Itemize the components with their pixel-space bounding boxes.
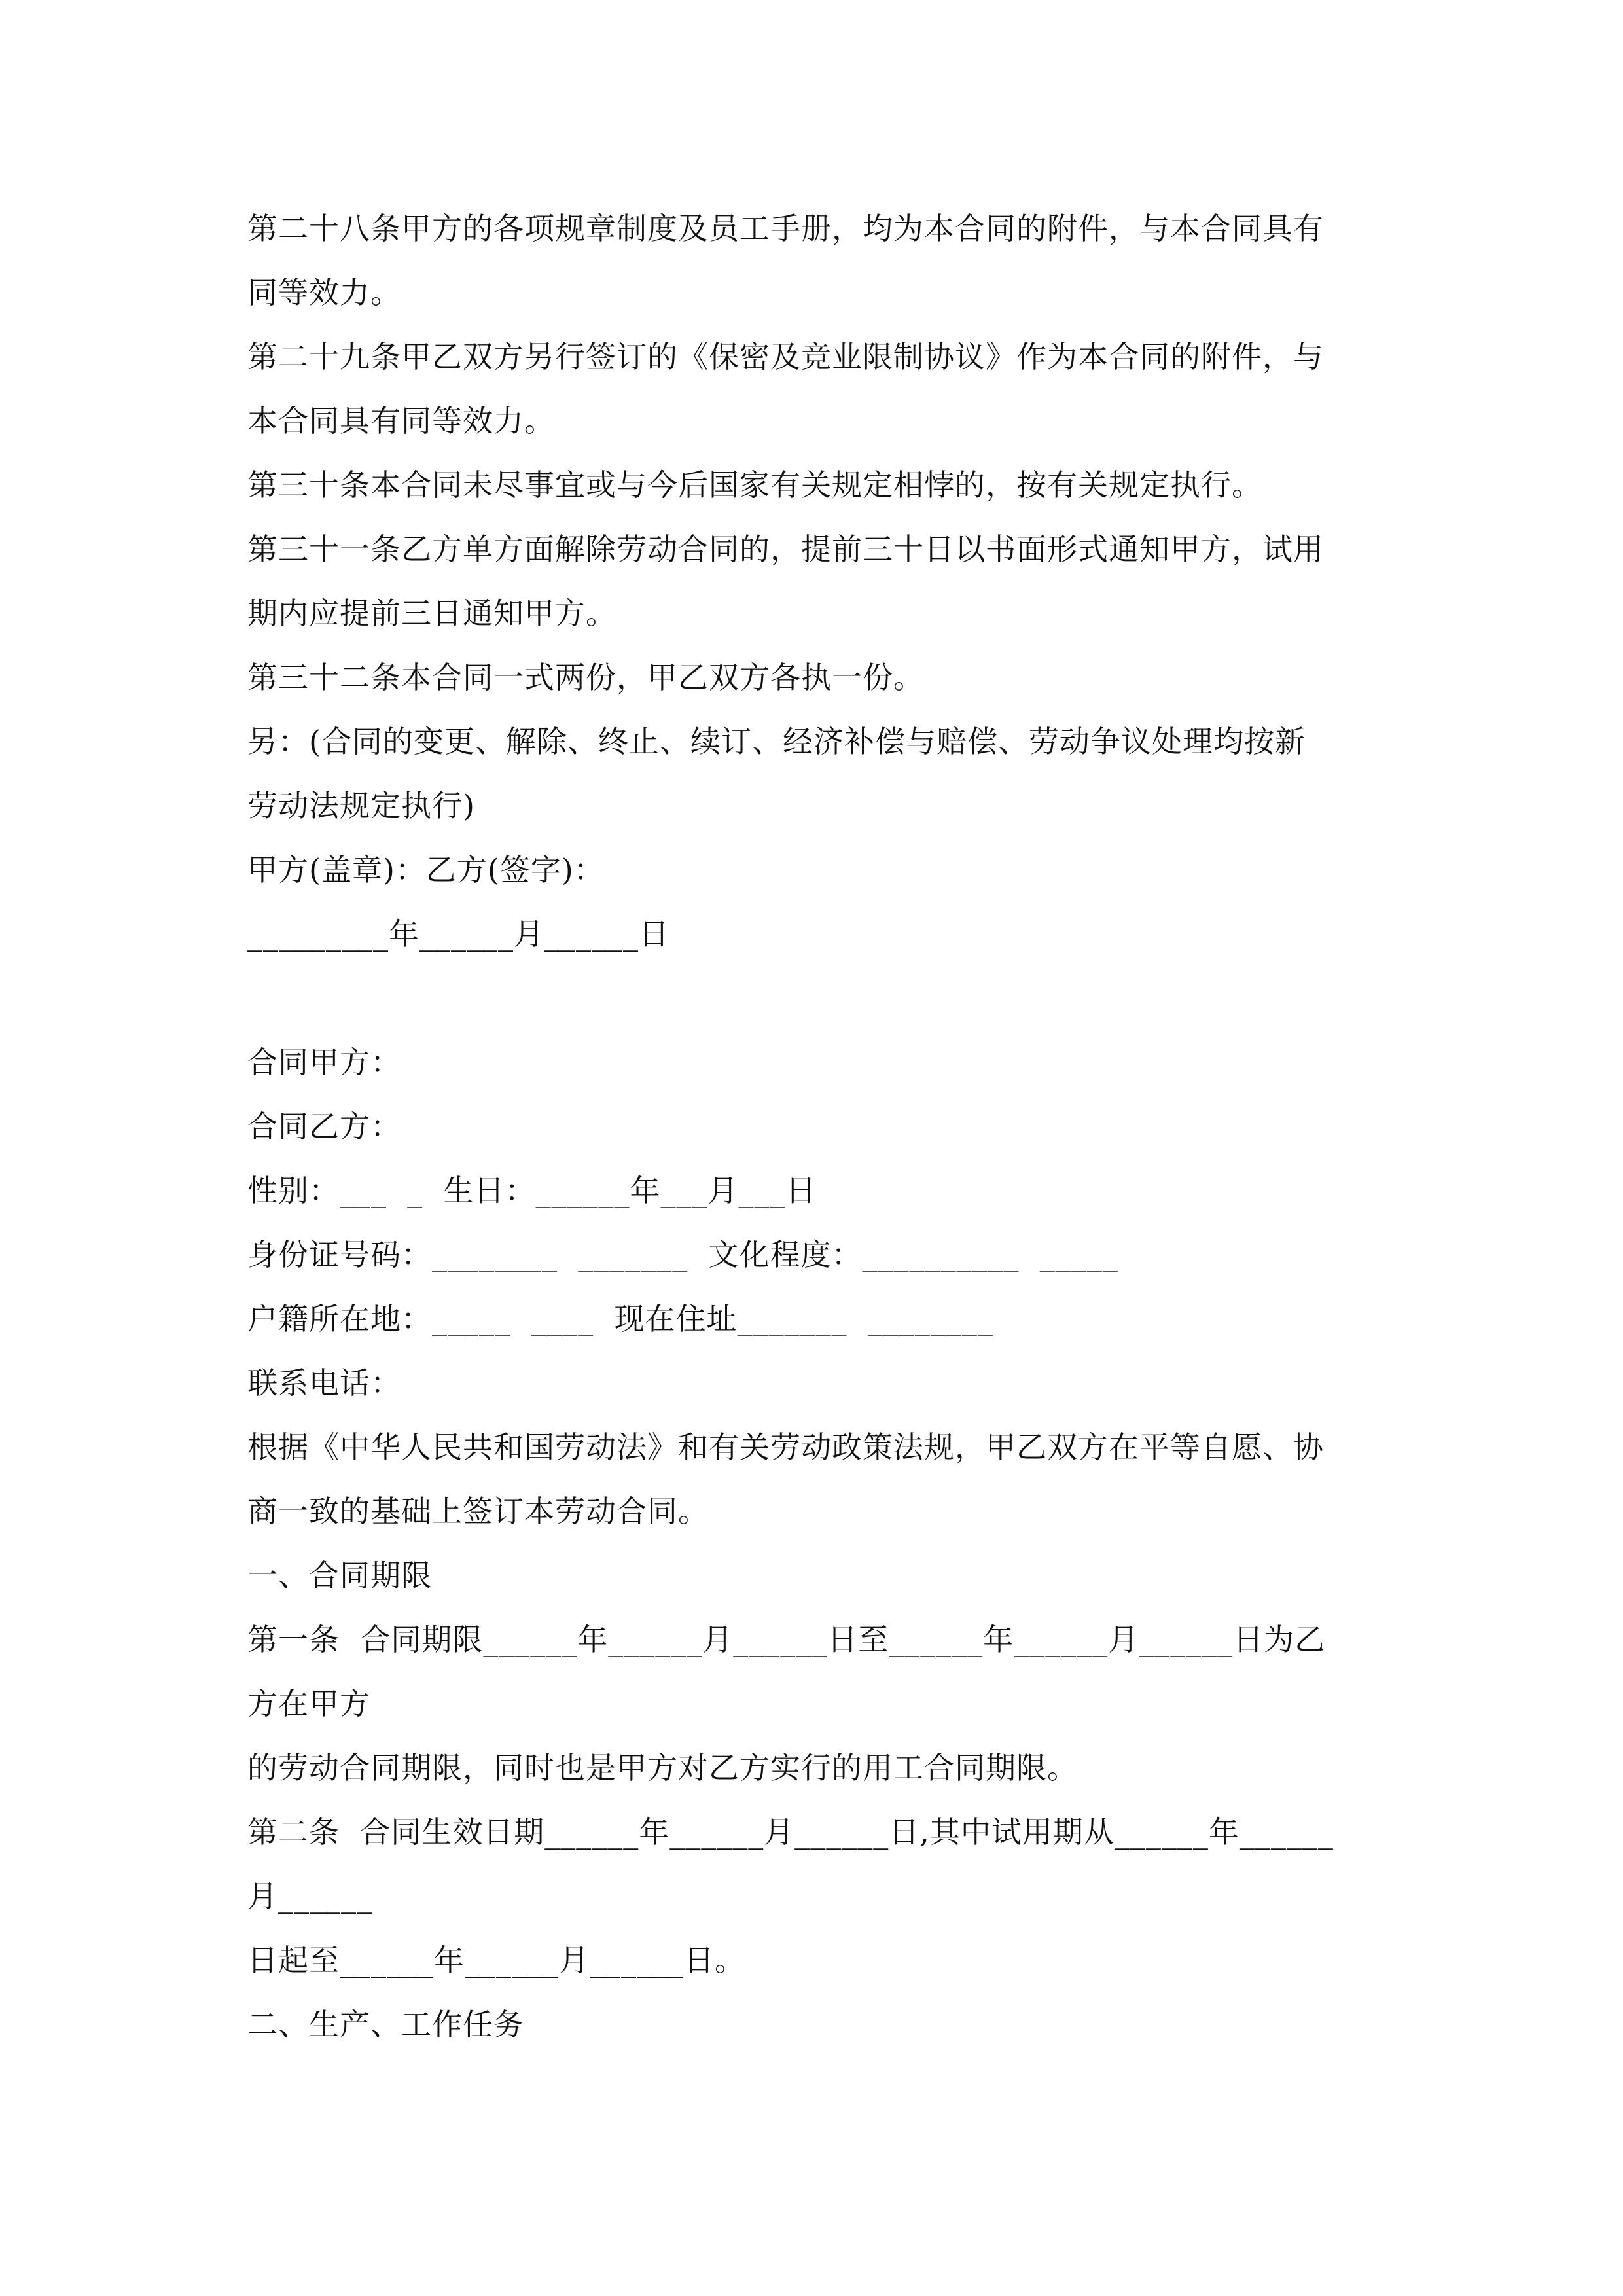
preamble-line-1: 根据《中华人民共和国劳动法》和有关劳动政策法规，甲乙双方在平等自愿、协 bbox=[247, 1429, 1324, 1465]
clause-29-line-1: 第二十九条甲乙双方另行签订的《保密及竞业限制协议》作为本合同的附件，与 bbox=[247, 339, 1324, 374]
article-2-line-1: 第二条 合同生效日期______年______月______日,其中试用期从______年______ bbox=[247, 1814, 1334, 1850]
section-1-heading: 一、合同期限 bbox=[247, 1558, 432, 1593]
preamble-line-2: 商一致的基础上签订本劳动合同。 bbox=[247, 1494, 709, 1529]
clause-31-line-1: 第三十一条乙方单方面解除劳动合同的，提前三十日以书面形式通知甲方，试用 bbox=[247, 531, 1324, 567]
party-a-label: 合同甲方： bbox=[247, 1045, 401, 1080]
signature-parties: 甲方(盖章)：乙方(签字)： bbox=[247, 852, 605, 888]
section-2-heading: 二、生产、工作任务 bbox=[247, 2007, 524, 2042]
clause-30: 第三十条本合同未尽事宜或与今后国家有关规定相悖的，按有关规定执行。 bbox=[247, 467, 1262, 503]
clause-31-line-2: 期内应提前三日通知甲方。 bbox=[247, 596, 616, 631]
clause-29-line-2: 本合同具有同等效力。 bbox=[247, 403, 555, 439]
signature-date: _________年______月______日 bbox=[247, 916, 669, 952]
clause-32: 第三十二条本合同一式两份，甲乙双方各执一份。 bbox=[247, 660, 924, 695]
note-line-1: 另：(合同的变更、解除、终止、续订、经济补偿与赔偿、劳动争议处理均按新 bbox=[247, 724, 1306, 759]
clause-28-line-1: 第二十八条甲方的各项规章制度及员工手册，均为本合同的附件，与本合同具有 bbox=[247, 211, 1324, 246]
party-b-label: 合同乙方： bbox=[247, 1109, 401, 1144]
id-education-field: 身份证号码：________ _______ 文化程度：__________ _____ bbox=[247, 1237, 1118, 1272]
gender-birthday-field: 性别：___ _ 生日：______年___月___日 bbox=[247, 1173, 817, 1208]
article-2-line-2: 月______ bbox=[247, 1878, 372, 1914]
article-1-line-3: 的劳动合同期限，同时也是甲方对乙方实行的用工合同期限。 bbox=[247, 1750, 1078, 1785]
article-1-line-2: 方在甲方 bbox=[247, 1686, 370, 1721]
phone-field: 联系电话： bbox=[247, 1365, 401, 1401]
household-address-field: 户籍所在地：_____ ____ 现在住址_______ ________ bbox=[247, 1301, 993, 1336]
article-1-line-1: 第一条 合同期限______年______月______日至______年______月______日为乙 bbox=[247, 1622, 1326, 1657]
note-line-2: 劳动法规定执行) bbox=[247, 788, 475, 823]
clause-28-line-2: 同等效力。 bbox=[247, 275, 401, 310]
article-2-line-3: 日起至______年______月______日。 bbox=[247, 1943, 745, 1978]
